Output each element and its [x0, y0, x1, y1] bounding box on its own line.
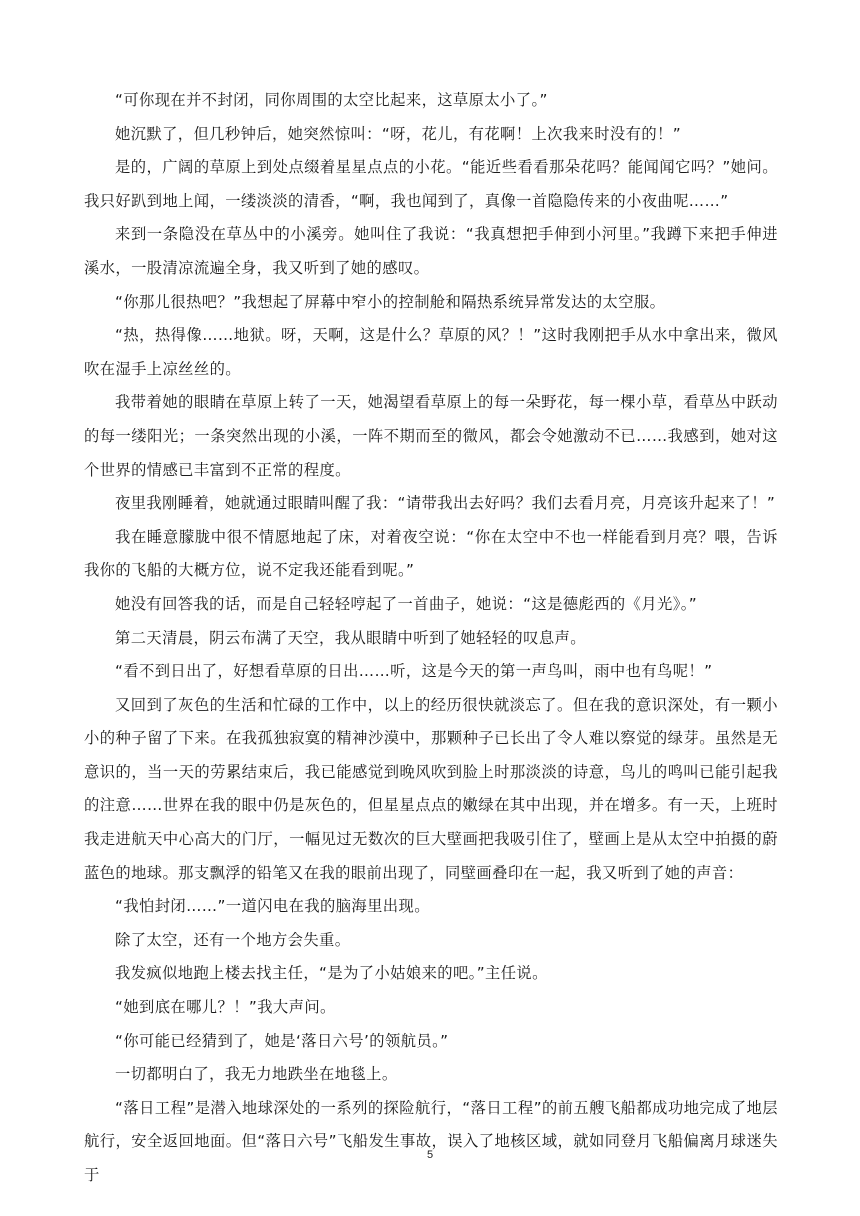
paragraph: 她沉默了，但几秒钟后，她突然惊叫：“呀，花儿，有花啊！上次我来时没有的！”	[115, 124, 682, 143]
paragraph: “她到底在哪儿？！”我大声问。	[115, 998, 336, 1017]
paragraph: 夜里我刚睡着，她就通过眼睛叫醒了我：“请带我出去好吗？我们去看月亮，月亮该升起来了！”	[115, 494, 776, 513]
paragraph: 来到一条隐没在草丛中的小溪旁。她叫住了我说：“我真想把手伸到小河里。”我蹲下来把手伸进溪水，一股清凉流遍全身，我又听到了她的感叹。	[84, 225, 778, 277]
document-body	[84, 84, 778, 1193]
paragraph: 她没有回答我的话，而是自己轻轻哼起了一首曲子，她说：“这是德彪西的《月光》。”	[115, 594, 698, 613]
page-number: 5	[426, 1149, 434, 1161]
paragraph: 第二天清晨，阴云布满了天空，我从眼睛中听到了她轻轻的叹息声。	[115, 628, 586, 647]
paragraph: “你那儿很热吧？”我想起了屏幕中窄小的控制舱和隔热系统异常发达的太空服。	[115, 292, 666, 311]
paragraph: 我带着她的眼睛在草原上转了一天，她渴望看草原上的每一朵野花，每一棵小草，看草丛中跃动的每一缕阳光；一条突然出现的小溪，一阵不期而至的微风，都会令她激动不已……我感到，她对这个世界的情感已丰富到不正常的程度。	[84, 393, 778, 479]
paragraph: 除了太空，还有一个地方会失重。	[115, 930, 351, 949]
paragraph: “你可能已经猜到了，她是‘落日六号’的领航员。”	[115, 1031, 449, 1050]
paragraph: 是的，广阔的草原上到处点缀着星星点点的小花。“能近些看看那朵花吗？能闻闻它吗？”她问。我只好趴到地上闻，一缕淡淡的清香，“啊，我也闻到了，真像一首隐隐传来的小夜曲呢……”	[84, 158, 778, 210]
paragraph: 我发疯似地跑上楼去找主任，“是为了小姑娘来的吧。”主任说。	[115, 964, 548, 983]
paragraph: “看不到日出了，好想看草原的日出……听，这是今天的第一声鸟叫，雨中也有鸟呢！”	[115, 662, 713, 681]
paragraph: “落日工程”是潜入地球深处的一系列的探险航行，“落日工程”的前五艘飞船都成功地完成了地层航行，安全返回地面。但“落日六号”飞船发生事故，误入了地核区域，就如同登月飞船偏离月球迷失于	[84, 1098, 778, 1184]
paragraph: 我在睡意朦胧中很不情愿地起了床，对着夜空说：“你在太空中不也一样能看到月亮？喂，告诉我你的飞船的大概方位，说不定我还能看到呢。”	[84, 527, 778, 580]
paragraph: 一切都明白了，我无力地跌坐在地毯上。	[115, 1065, 398, 1084]
paragraph: 又回到了灰色的生活和忙碌的工作中，以上的经历很快就淡忘了。但在我的意识深处，有一颗小小的种子留了下来。在我孤独寂寞的精神沙漠中，那颗种子已长出了令人难以察觉的绿芽。虽然是无意识的，当一天的劳累结束后，我已能感觉到晚风吹到脸上时那淡淡的诗意，鸟儿的鸣叫已能引起我的注意……世界在我的眼中仍是灰色的，但星星点点的嫩绿在其中出现，并在增多。有一天，上班时我走进航天中心高大的门厅，一幅见过无数次的巨大壁画把我吸引住了，壁画上是从太空中拍摄的蔚蓝色的地球。那支飘浮的铅笔又在我的眼前出现了，同壁画叠印在一起，我又听到了她的声音：	[84, 695, 778, 882]
paragraph: “我怕封闭……”一道闪电在我的脑海里出现。	[115, 897, 430, 916]
paragraph: “可你现在并不封闭，同你周围的太空比起来，这草原太小了。”	[115, 91, 548, 109]
paragraph: “热，热得像……地狱。呀，天啊，这是什么？草原的风？！”这时我刚把手从水中拿出来，微风吹在湿手上凉丝丝的。	[84, 326, 778, 378]
